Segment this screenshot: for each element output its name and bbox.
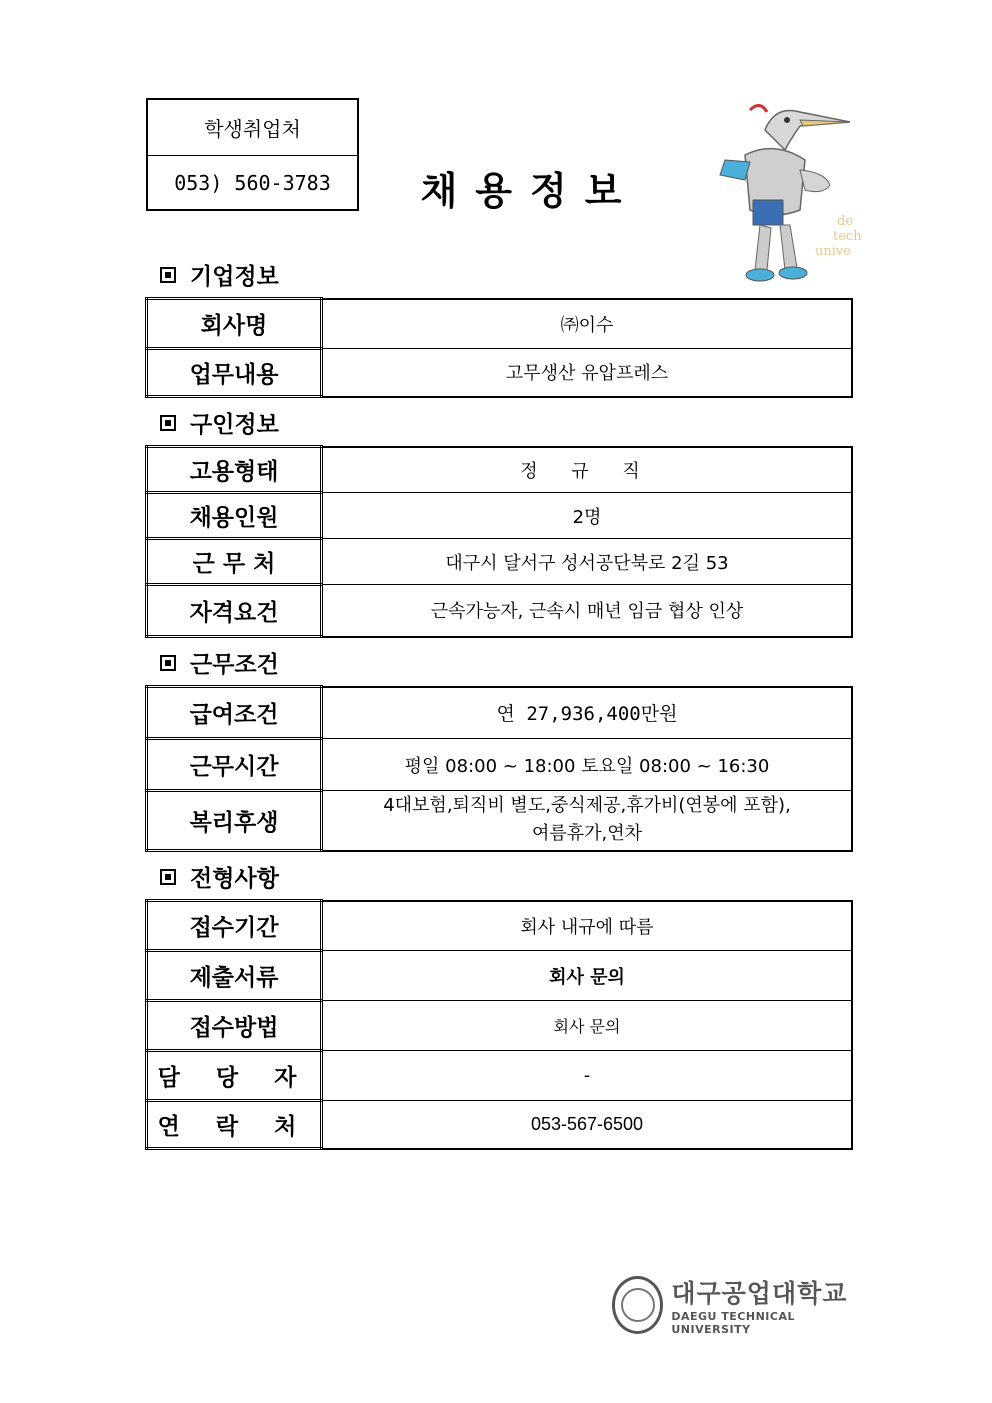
bullet-square-icon — [160, 655, 176, 671]
mascot-text-2: tech — [833, 229, 862, 244]
table-row — [147, 447, 853, 493]
qualification-label: 자격요건 — [147, 585, 322, 637]
page-title: 채용정보 — [420, 169, 640, 213]
contact-phone: 053) 560-3783 — [148, 155, 357, 211]
period-value: 회사 내규에 따름 — [322, 901, 853, 951]
mascot-illustration — [705, 100, 862, 290]
university-seal-icon — [612, 1276, 663, 1334]
hire-count-value: 2명 — [322, 493, 853, 539]
table-row — [147, 687, 853, 739]
method-value: 회사 문의 — [322, 1001, 853, 1051]
section-recruit — [160, 406, 279, 439]
table-row — [147, 1001, 853, 1051]
documents-label: 제출서류 — [147, 951, 322, 1001]
logo-english-name: DAEGU TECHNICAL UNIVERSITY — [671, 1310, 795, 1336]
welfare-label: 복리후생 — [147, 791, 322, 851]
employment-type-label: 고용형태 — [147, 447, 322, 493]
period-label: 접수기간 — [147, 901, 322, 951]
workplace-label: 근 무 처 — [147, 539, 322, 585]
section-title: 기업정보 — [190, 264, 279, 290]
table-row — [147, 901, 853, 951]
table-row — [147, 299, 853, 349]
conditions-table — [145, 685, 853, 852]
qualification-value: 근속가능자, 근속시 매년 임금 협상 인상 — [322, 585, 853, 637]
company-table — [145, 297, 853, 398]
section-conditions — [160, 646, 279, 679]
welfare-line-2: 여름휴가,연차 — [531, 823, 643, 845]
university-logo — [612, 1270, 852, 1340]
table-row — [147, 791, 853, 851]
hours-value: 평일 08:00 ~ 18:00 토요일 08:00 ~ 16:30 — [322, 739, 853, 791]
business-label: 업무내용 — [147, 349, 322, 397]
manager-label: 담 당 자 — [147, 1051, 322, 1101]
documents-value: 회사 문의 — [322, 951, 853, 1001]
bullet-square-icon — [160, 415, 176, 431]
table-row — [147, 951, 853, 1001]
salary-value: 연 27,936,400만원 — [322, 687, 853, 739]
hours-label: 근무시간 — [147, 739, 322, 791]
table-row — [147, 585, 853, 637]
table-row — [147, 1051, 853, 1101]
company-name-label: 회사명 — [147, 299, 322, 349]
company-name-value: ㈜이수 — [322, 299, 853, 349]
section-title: 근무조건 — [190, 652, 279, 678]
table-row — [147, 739, 853, 791]
table-row — [147, 493, 853, 539]
logo-korean-name: 대구공업대학교 — [671, 1279, 848, 1308]
section-company — [160, 258, 279, 291]
selection-table — [145, 899, 853, 1150]
bullet-square-icon — [160, 869, 176, 885]
table-row — [147, 1101, 853, 1149]
bullet-square-icon — [160, 267, 176, 283]
table-row — [147, 539, 853, 585]
workplace-value: 대구시 달서구 성서공단북로 2길 53 — [322, 539, 853, 585]
contact-label: 학생취업처 — [204, 116, 301, 141]
manager-value: - — [322, 1051, 853, 1101]
employment-type-value: 정 규 직 — [322, 447, 853, 493]
mascot-text-3: unive — [815, 244, 851, 259]
mascot-text-1: de — [837, 214, 854, 229]
section-title: 전형사항 — [190, 866, 279, 892]
welfare-value — [322, 791, 853, 851]
salary-label: 급여조건 — [147, 687, 322, 739]
hire-count-label: 채용인원 — [147, 493, 322, 539]
contact-box — [146, 98, 359, 211]
table-row — [147, 349, 853, 397]
business-value: 고무생산 유압프레스 — [322, 349, 853, 397]
section-title: 구인정보 — [190, 412, 279, 438]
welfare-line-1: 4대보험,퇴직비 별도,중식제공,휴가비(연봉에 포함), — [383, 795, 791, 817]
method-label: 접수방법 — [147, 1001, 322, 1051]
recruit-table — [145, 445, 853, 638]
contact-phone-value: 053-567-6500 — [322, 1101, 853, 1149]
contact-phone-label: 연 락 처 — [147, 1101, 322, 1149]
section-selection — [160, 860, 279, 893]
